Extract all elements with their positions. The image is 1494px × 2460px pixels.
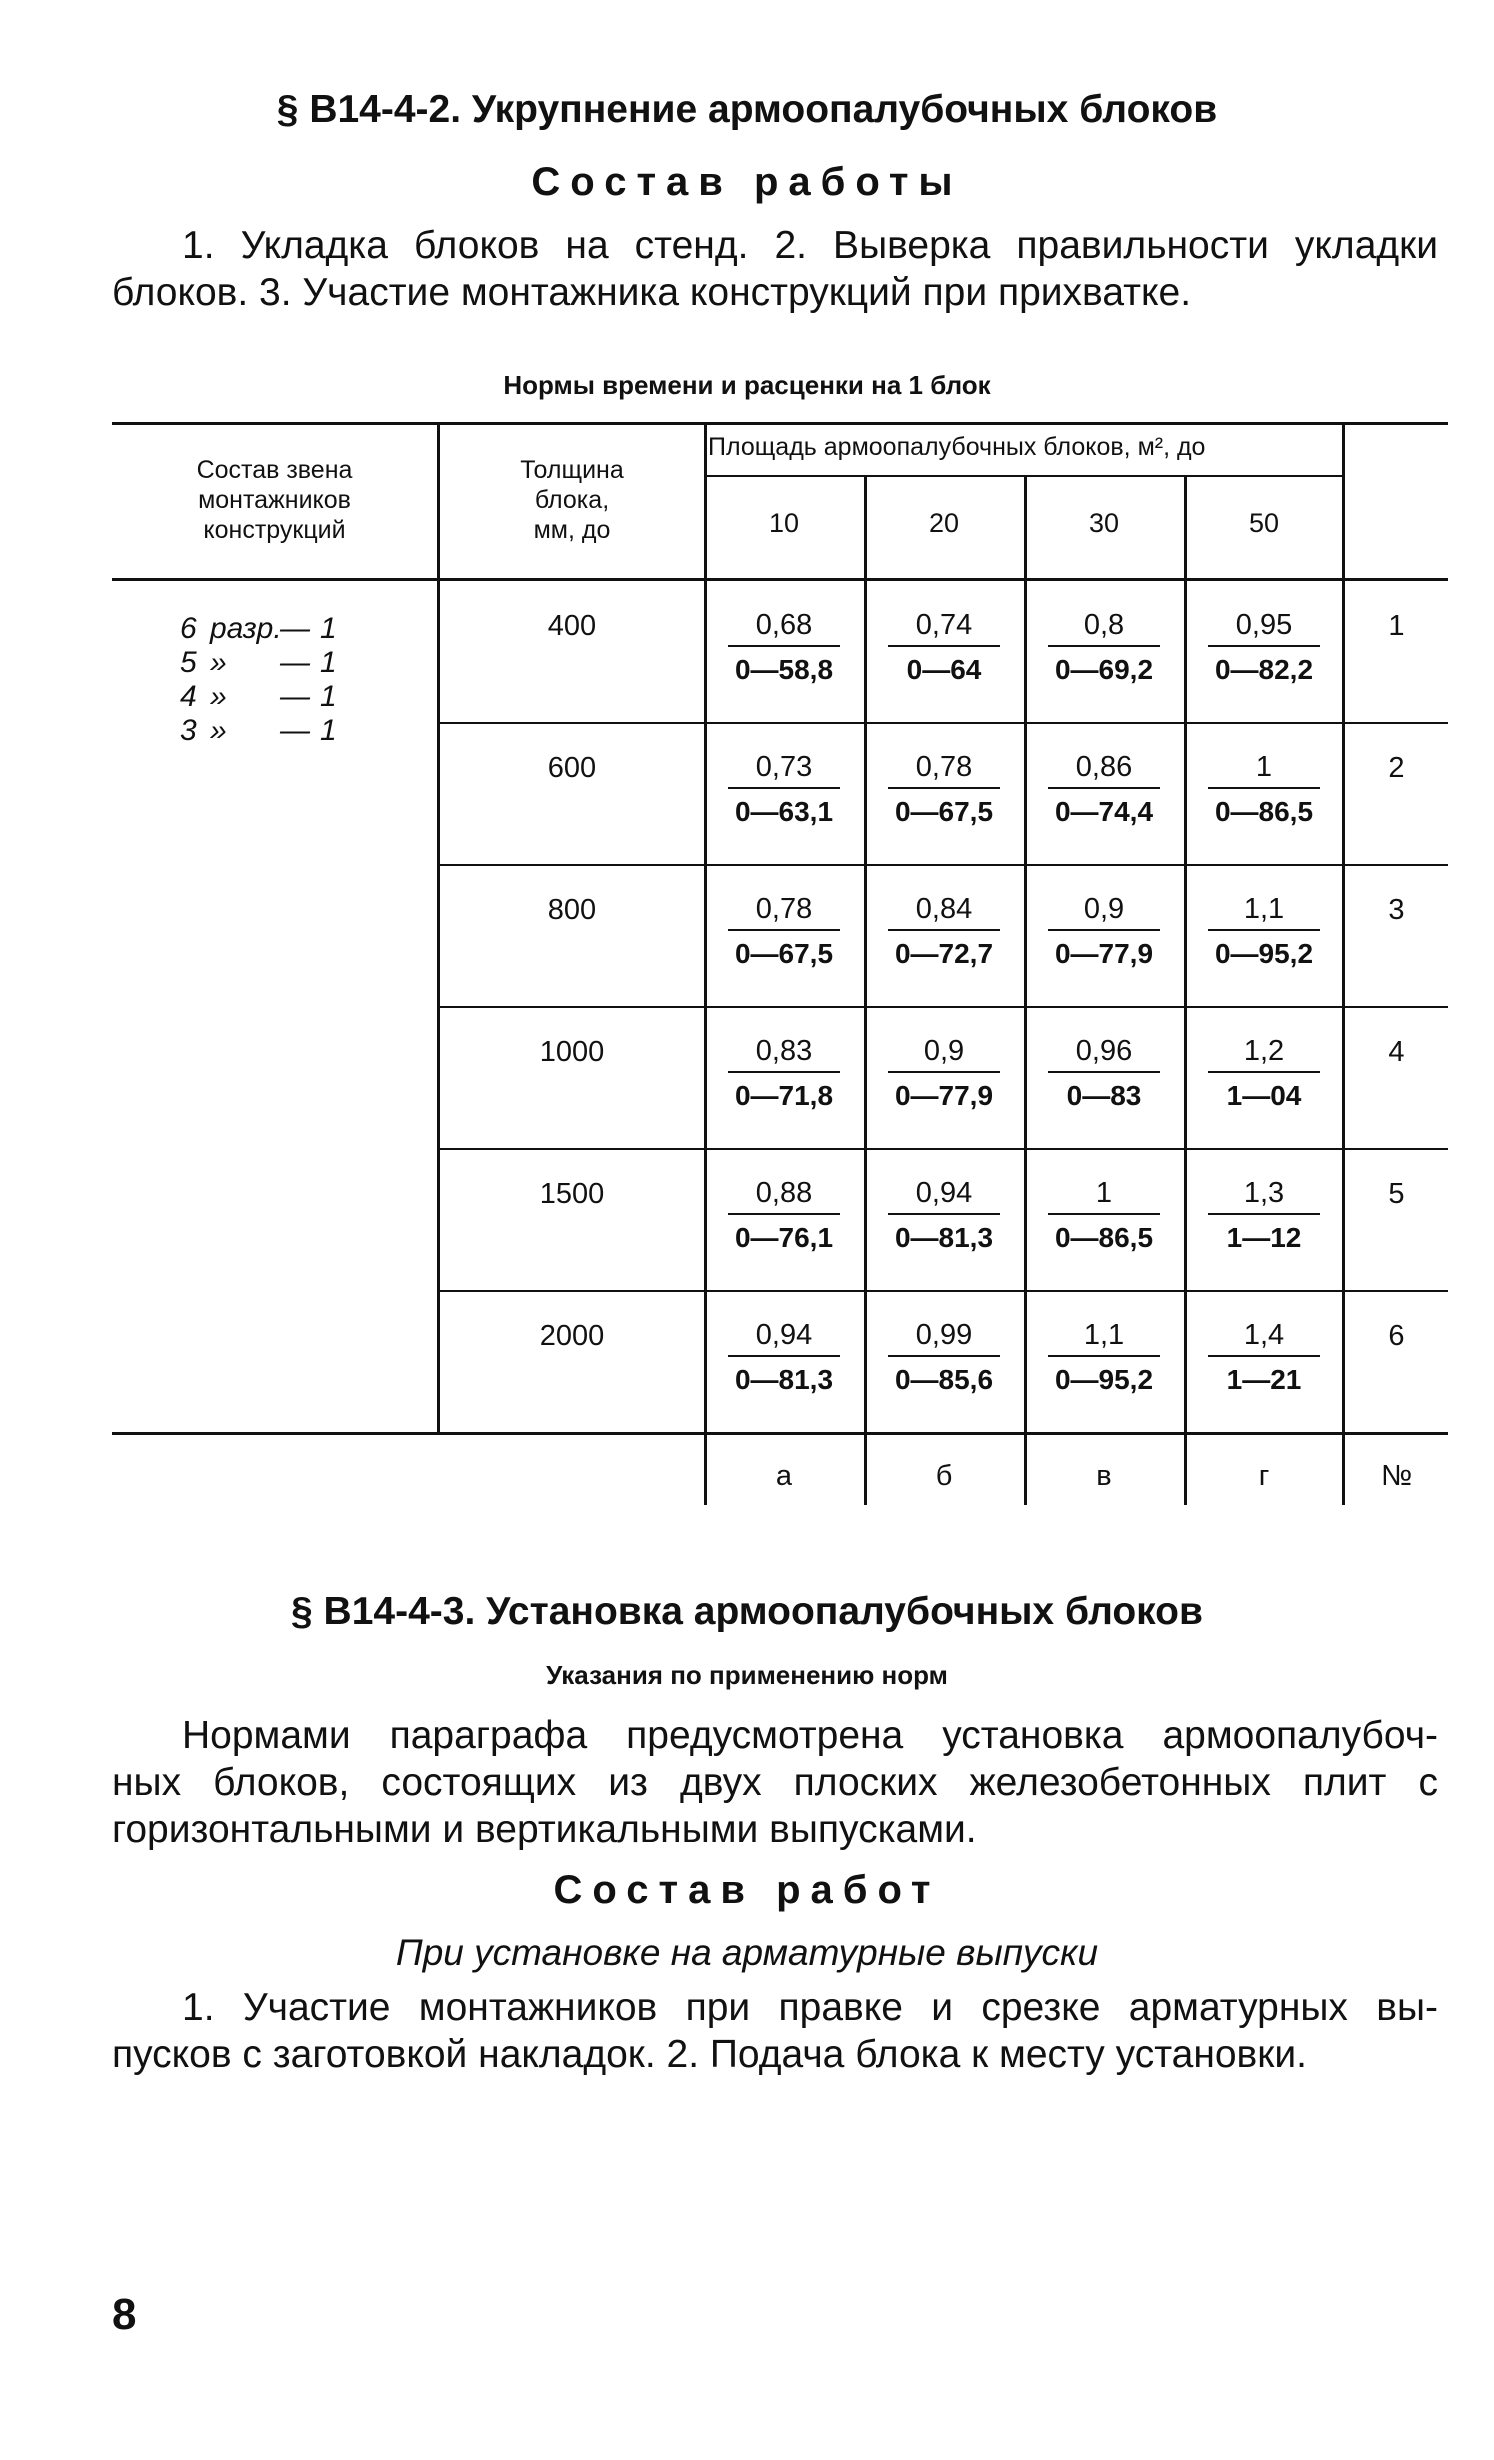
time-norm: 1,1 [1083, 1319, 1125, 1351]
crew-rank: 3 [180, 714, 197, 747]
fraction-bar [728, 787, 840, 789]
crew-word: » [210, 646, 227, 679]
fraction-bar [1048, 1071, 1160, 1073]
norm-rate-cell [1029, 749, 1179, 829]
time-norm: 0,74 [915, 609, 973, 641]
crew-dash: — [280, 714, 310, 747]
fraction-bar [1208, 1071, 1320, 1073]
crew-count: 1 [320, 646, 337, 679]
rate: 1—21 [1226, 1364, 1302, 1395]
norm-rate-cell [1189, 749, 1339, 829]
time-norm: 1,2 [1243, 1035, 1285, 1067]
time-norm: 0,83 [755, 1035, 813, 1067]
thickness-cell: 400 [547, 610, 597, 642]
norm-rate-cell [1189, 607, 1339, 687]
work-composition-heading-2: Состав работ [553, 1868, 941, 1912]
table-rule [437, 722, 1448, 724]
thickness-cell: 1500 [539, 1178, 605, 1210]
text-line: горизонтальными и вертикальными выпусками. [112, 1808, 977, 1851]
norm-rate-cell [869, 749, 1019, 829]
work-composition-text-2 [112, 1984, 1438, 2078]
norm-rate-cell [709, 1317, 859, 1397]
time-norm: 0,94 [915, 1177, 973, 1209]
norm-rate-cell [869, 1317, 1019, 1397]
crew-composition [180, 612, 350, 748]
table-rule [1024, 475, 1027, 1505]
crew-row [180, 612, 350, 646]
table-rule [1184, 475, 1187, 1505]
row-number: 6 [1388, 1320, 1405, 1352]
instructions-heading: Указания по применению норм [546, 1660, 948, 1690]
crew-count: 1 [320, 612, 337, 645]
area-column-header: 10 [768, 508, 800, 538]
norm-rate-cell [1029, 1317, 1179, 1397]
time-norm: 0,88 [755, 1177, 813, 1209]
header-crew: Состав звена монтажников конструкций [196, 456, 353, 544]
text-line: пусков с заготовкой накладок. 2. Подача блока к месту установки. [112, 2033, 1307, 2076]
fraction-bar [1048, 645, 1160, 647]
rate: 0—67,5 [734, 938, 834, 969]
fraction-bar [728, 929, 840, 931]
rate: 0—69,2 [1054, 654, 1154, 685]
row-number: 3 [1388, 894, 1405, 926]
crew-row [180, 714, 350, 748]
rate: 0—95,2 [1054, 1364, 1154, 1395]
column-letter: а [775, 1460, 793, 1492]
norm-rate-cell [1029, 1033, 1179, 1113]
time-norm: 0,73 [755, 751, 813, 783]
fraction-bar [888, 929, 1000, 931]
instructions-text [112, 1712, 1438, 1853]
norm-rate-cell [1029, 891, 1179, 971]
crew-word: » [210, 680, 227, 713]
fraction-bar [728, 1071, 840, 1073]
row-number: 5 [1388, 1178, 1405, 1210]
text-line: 1. Участие монтажников при правке и срезке арматурных вы- [182, 1986, 1438, 2029]
rate: 0—81,3 [894, 1222, 994, 1253]
fraction-bar [1048, 929, 1160, 931]
norm-rate-cell [869, 607, 1019, 687]
table-rule [437, 1148, 1448, 1150]
time-norm: 0,96 [1075, 1035, 1133, 1067]
rate: 0—74,4 [1054, 796, 1154, 827]
thickness-cell: 800 [547, 894, 597, 926]
column-letter: г [1258, 1460, 1270, 1492]
table-rule [112, 1432, 1448, 1435]
norm-rate-cell [709, 749, 859, 829]
time-norm: 0,86 [1075, 751, 1133, 783]
rate: 0—86,5 [1214, 796, 1314, 827]
row-number: 2 [1388, 752, 1405, 784]
crew-rank: 5 [180, 646, 197, 679]
rate: 0—77,9 [894, 1080, 994, 1111]
rate: 0—71,8 [734, 1080, 834, 1111]
norm-rate-cell [709, 607, 859, 687]
fraction-bar [728, 645, 840, 647]
time-norm: 0,78 [915, 751, 973, 783]
time-norm: 0,68 [755, 609, 813, 641]
header-thickness: Толщина блока, мм, до [520, 456, 624, 544]
time-norm: 0,94 [755, 1319, 813, 1351]
norm-rate-cell [709, 1175, 859, 1255]
fraction-bar [1048, 1213, 1160, 1215]
time-norm: 0,78 [755, 893, 813, 925]
text-line: блоков. 3. Участие монтажника конструкций при прихватке. [112, 271, 1192, 314]
table-caption: Нормы времени и расценки на 1 блок [503, 370, 991, 400]
norm-rate-cell [1189, 1175, 1339, 1255]
norm-rate-cell [1189, 1033, 1339, 1113]
norm-rate-cell [709, 891, 859, 971]
fraction-bar [888, 1213, 1000, 1215]
rate: 0—67,5 [894, 796, 994, 827]
crew-word: разр. [210, 612, 282, 645]
table-rule [437, 1290, 1448, 1292]
section-title: § B14-4-2. Укрупнение армоопалубочных блоков [276, 88, 1218, 131]
rate: 0—83 [1066, 1080, 1142, 1111]
work-subheading: При установке на арматурные выпуски [395, 1932, 1099, 1973]
rate: 0—85,6 [894, 1364, 994, 1395]
rate: 0—95,2 [1214, 938, 1314, 969]
norm-rate-cell [1189, 891, 1339, 971]
time-norm: 1,3 [1243, 1177, 1285, 1209]
row-number: 1 [1388, 610, 1405, 642]
thickness-cell: 2000 [539, 1320, 605, 1352]
time-norm: 1,4 [1243, 1319, 1285, 1351]
time-norm: 0,9 [923, 1035, 965, 1067]
time-norm: 0,84 [915, 893, 973, 925]
time-norm: 0,9 [1083, 893, 1125, 925]
area-column-header: 20 [928, 508, 960, 538]
crew-rank: 6 [180, 612, 197, 645]
table-rule [112, 422, 1448, 425]
time-norm: 1 [1255, 751, 1273, 783]
table-rule [704, 422, 707, 1505]
section-title-2: § B14-4-3. Установка армоопалубочных блоков [291, 1590, 1203, 1633]
page-number: 8 [112, 2290, 137, 2339]
rate: 0—64 [906, 654, 982, 685]
work-composition-heading: Состав работы [531, 160, 963, 204]
table-rule [112, 578, 1448, 581]
rate: 1—12 [1226, 1222, 1302, 1253]
crew-count: 1 [320, 680, 337, 713]
thickness-cell: 1000 [539, 1036, 605, 1068]
norm-rate-cell [869, 891, 1019, 971]
norm-rate-cell [869, 1033, 1019, 1113]
text-line: 1. Укладка блоков на стенд. 2. Выверка правильности укладки [182, 224, 1438, 267]
time-norm: 1,1 [1243, 893, 1285, 925]
rate: 0—58,8 [734, 654, 834, 685]
crew-row [180, 646, 350, 680]
crew-rank: 4 [180, 680, 197, 713]
rate: 0—77,9 [1054, 938, 1154, 969]
table-rule [437, 422, 440, 1434]
norm-rate-cell [1189, 1317, 1339, 1397]
fraction-bar [888, 1355, 1000, 1357]
time-norm: 1 [1095, 1177, 1113, 1209]
rate: 0—82,2 [1214, 654, 1314, 685]
table-rule [437, 1006, 1448, 1008]
table-rule [437, 864, 1448, 866]
fraction-bar [728, 1355, 840, 1357]
rate: 0—76,1 [734, 1222, 834, 1253]
fraction-bar [888, 645, 1000, 647]
norm-rate-cell [1029, 607, 1179, 687]
fraction-bar [728, 1213, 840, 1215]
rate: 0—81,3 [734, 1364, 834, 1395]
area-column-header: 50 [1248, 508, 1280, 538]
norm-rate-cell [709, 1033, 859, 1113]
number-label: № [1380, 1460, 1413, 1492]
thickness-cell: 600 [547, 752, 597, 784]
time-norm: 0,95 [1235, 609, 1293, 641]
time-norm: 0,99 [915, 1319, 973, 1351]
area-column-header: 30 [1088, 508, 1120, 538]
fraction-bar [1208, 929, 1320, 931]
fraction-bar [1208, 645, 1320, 647]
text-line: Нормами параграфа предусмотрена установка армоопалубоч- [182, 1714, 1438, 1757]
fraction-bar [1048, 787, 1160, 789]
fraction-bar [888, 1071, 1000, 1073]
fraction-bar [1208, 1213, 1320, 1215]
crew-count: 1 [320, 714, 337, 747]
fraction-bar [888, 787, 1000, 789]
fraction-bar [1208, 1355, 1320, 1357]
norm-rate-cell [1029, 1175, 1179, 1255]
rate: 0—72,7 [894, 938, 994, 969]
row-number: 4 [1388, 1036, 1405, 1068]
crew-dash: — [280, 612, 310, 645]
crew-dash: — [280, 680, 310, 713]
column-letter: в [1096, 1460, 1112, 1492]
rate: 0—86,5 [1054, 1222, 1154, 1253]
crew-row [180, 680, 350, 714]
rate: 0—63,1 [734, 796, 834, 827]
rate: 1—04 [1226, 1080, 1302, 1111]
header-area: Площадь армоопалубочных блоков, м², до [708, 433, 1206, 461]
text-line: ных блоков, состоящих из двух плоских железобетонных плит с [112, 1761, 1438, 1804]
crew-dash: — [280, 646, 310, 679]
fraction-bar [1208, 787, 1320, 789]
time-norm: 0,8 [1083, 609, 1125, 641]
fraction-bar [1048, 1355, 1160, 1357]
crew-word: » [210, 714, 227, 747]
norm-rate-cell [869, 1175, 1019, 1255]
table-rule [864, 475, 867, 1505]
column-letter: б [935, 1460, 953, 1492]
